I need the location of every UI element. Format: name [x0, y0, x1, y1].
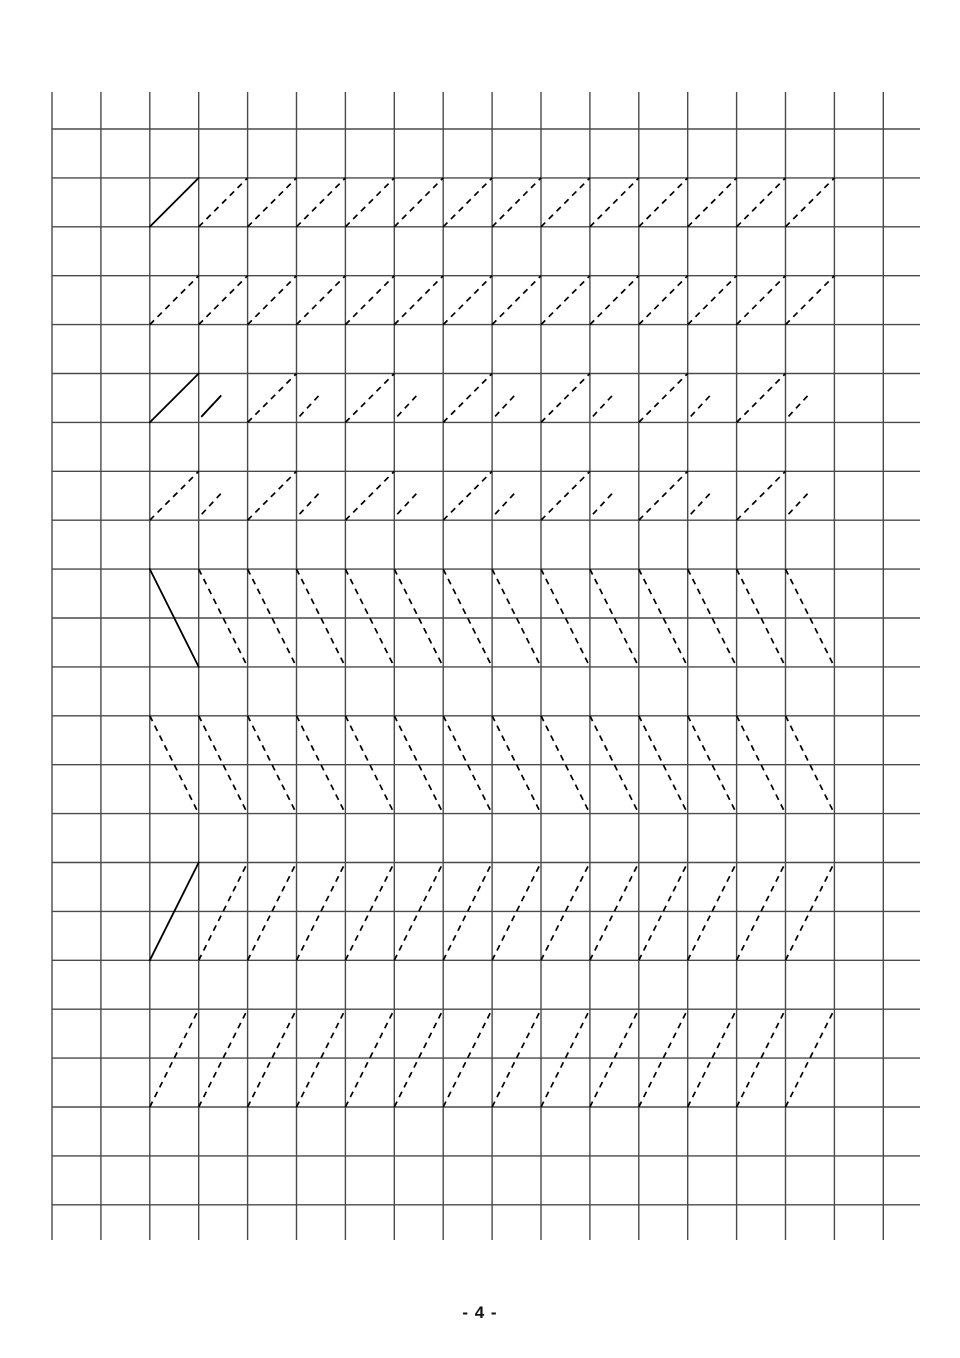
trace-stroke — [300, 494, 319, 514]
trace-stroke — [737, 178, 786, 227]
trace-stroke — [737, 276, 786, 325]
trace-stroke — [492, 276, 541, 325]
trace-stroke — [495, 396, 514, 416]
page-number: - 4 - — [462, 1303, 498, 1322]
trace-stroke — [397, 494, 416, 514]
trace-stroke — [639, 471, 688, 520]
trace-stroke — [202, 494, 221, 514]
trace-stroke — [150, 471, 199, 520]
trace-stroke — [590, 276, 639, 325]
trace-stroke — [443, 276, 492, 325]
trace-stroke — [786, 276, 835, 325]
trace-stroke — [495, 494, 514, 514]
trace-stroke — [737, 471, 786, 520]
trace-stroke — [443, 374, 492, 423]
model-stroke — [150, 374, 199, 423]
trace-stroke — [639, 374, 688, 423]
model-stroke — [150, 178, 199, 227]
trace-stroke — [345, 374, 394, 423]
trace-stroke — [639, 276, 688, 325]
grid-lines — [52, 92, 920, 1240]
trace-stroke — [492, 178, 541, 227]
trace-stroke — [541, 276, 590, 325]
model-stroke-half — [202, 396, 221, 416]
trace-stroke — [789, 494, 808, 514]
trace-stroke — [691, 396, 710, 416]
trace-stroke — [789, 396, 808, 416]
trace-stroke — [541, 471, 590, 520]
trace-stroke — [737, 374, 786, 423]
trace-stroke — [639, 178, 688, 227]
trace-stroke — [297, 178, 346, 227]
trace-stroke — [394, 276, 443, 325]
trace-stroke — [688, 178, 737, 227]
trace-stroke — [443, 178, 492, 227]
trace-stroke — [688, 276, 737, 325]
trace-stroke — [394, 178, 443, 227]
trace-stroke — [345, 471, 394, 520]
trace-stroke — [345, 178, 394, 227]
trace-stroke — [345, 276, 394, 325]
trace-stroke — [199, 178, 248, 227]
trace-stroke — [691, 494, 710, 514]
trace-stroke — [248, 471, 297, 520]
trace-stroke — [248, 276, 297, 325]
trace-stroke — [593, 396, 612, 416]
trace-stroke — [248, 374, 297, 423]
trace-stroke — [150, 276, 199, 325]
trace-stroke — [248, 178, 297, 227]
trace-stroke — [300, 396, 319, 416]
trace-stroke — [397, 396, 416, 416]
trace-stroke — [590, 178, 639, 227]
trace-stroke — [297, 276, 346, 325]
trace-stroke — [593, 494, 612, 514]
trace-stroke — [541, 374, 590, 423]
trace-stroke — [199, 276, 248, 325]
trace-stroke — [541, 178, 590, 227]
trace-stroke — [786, 178, 835, 227]
trace-stroke — [443, 471, 492, 520]
